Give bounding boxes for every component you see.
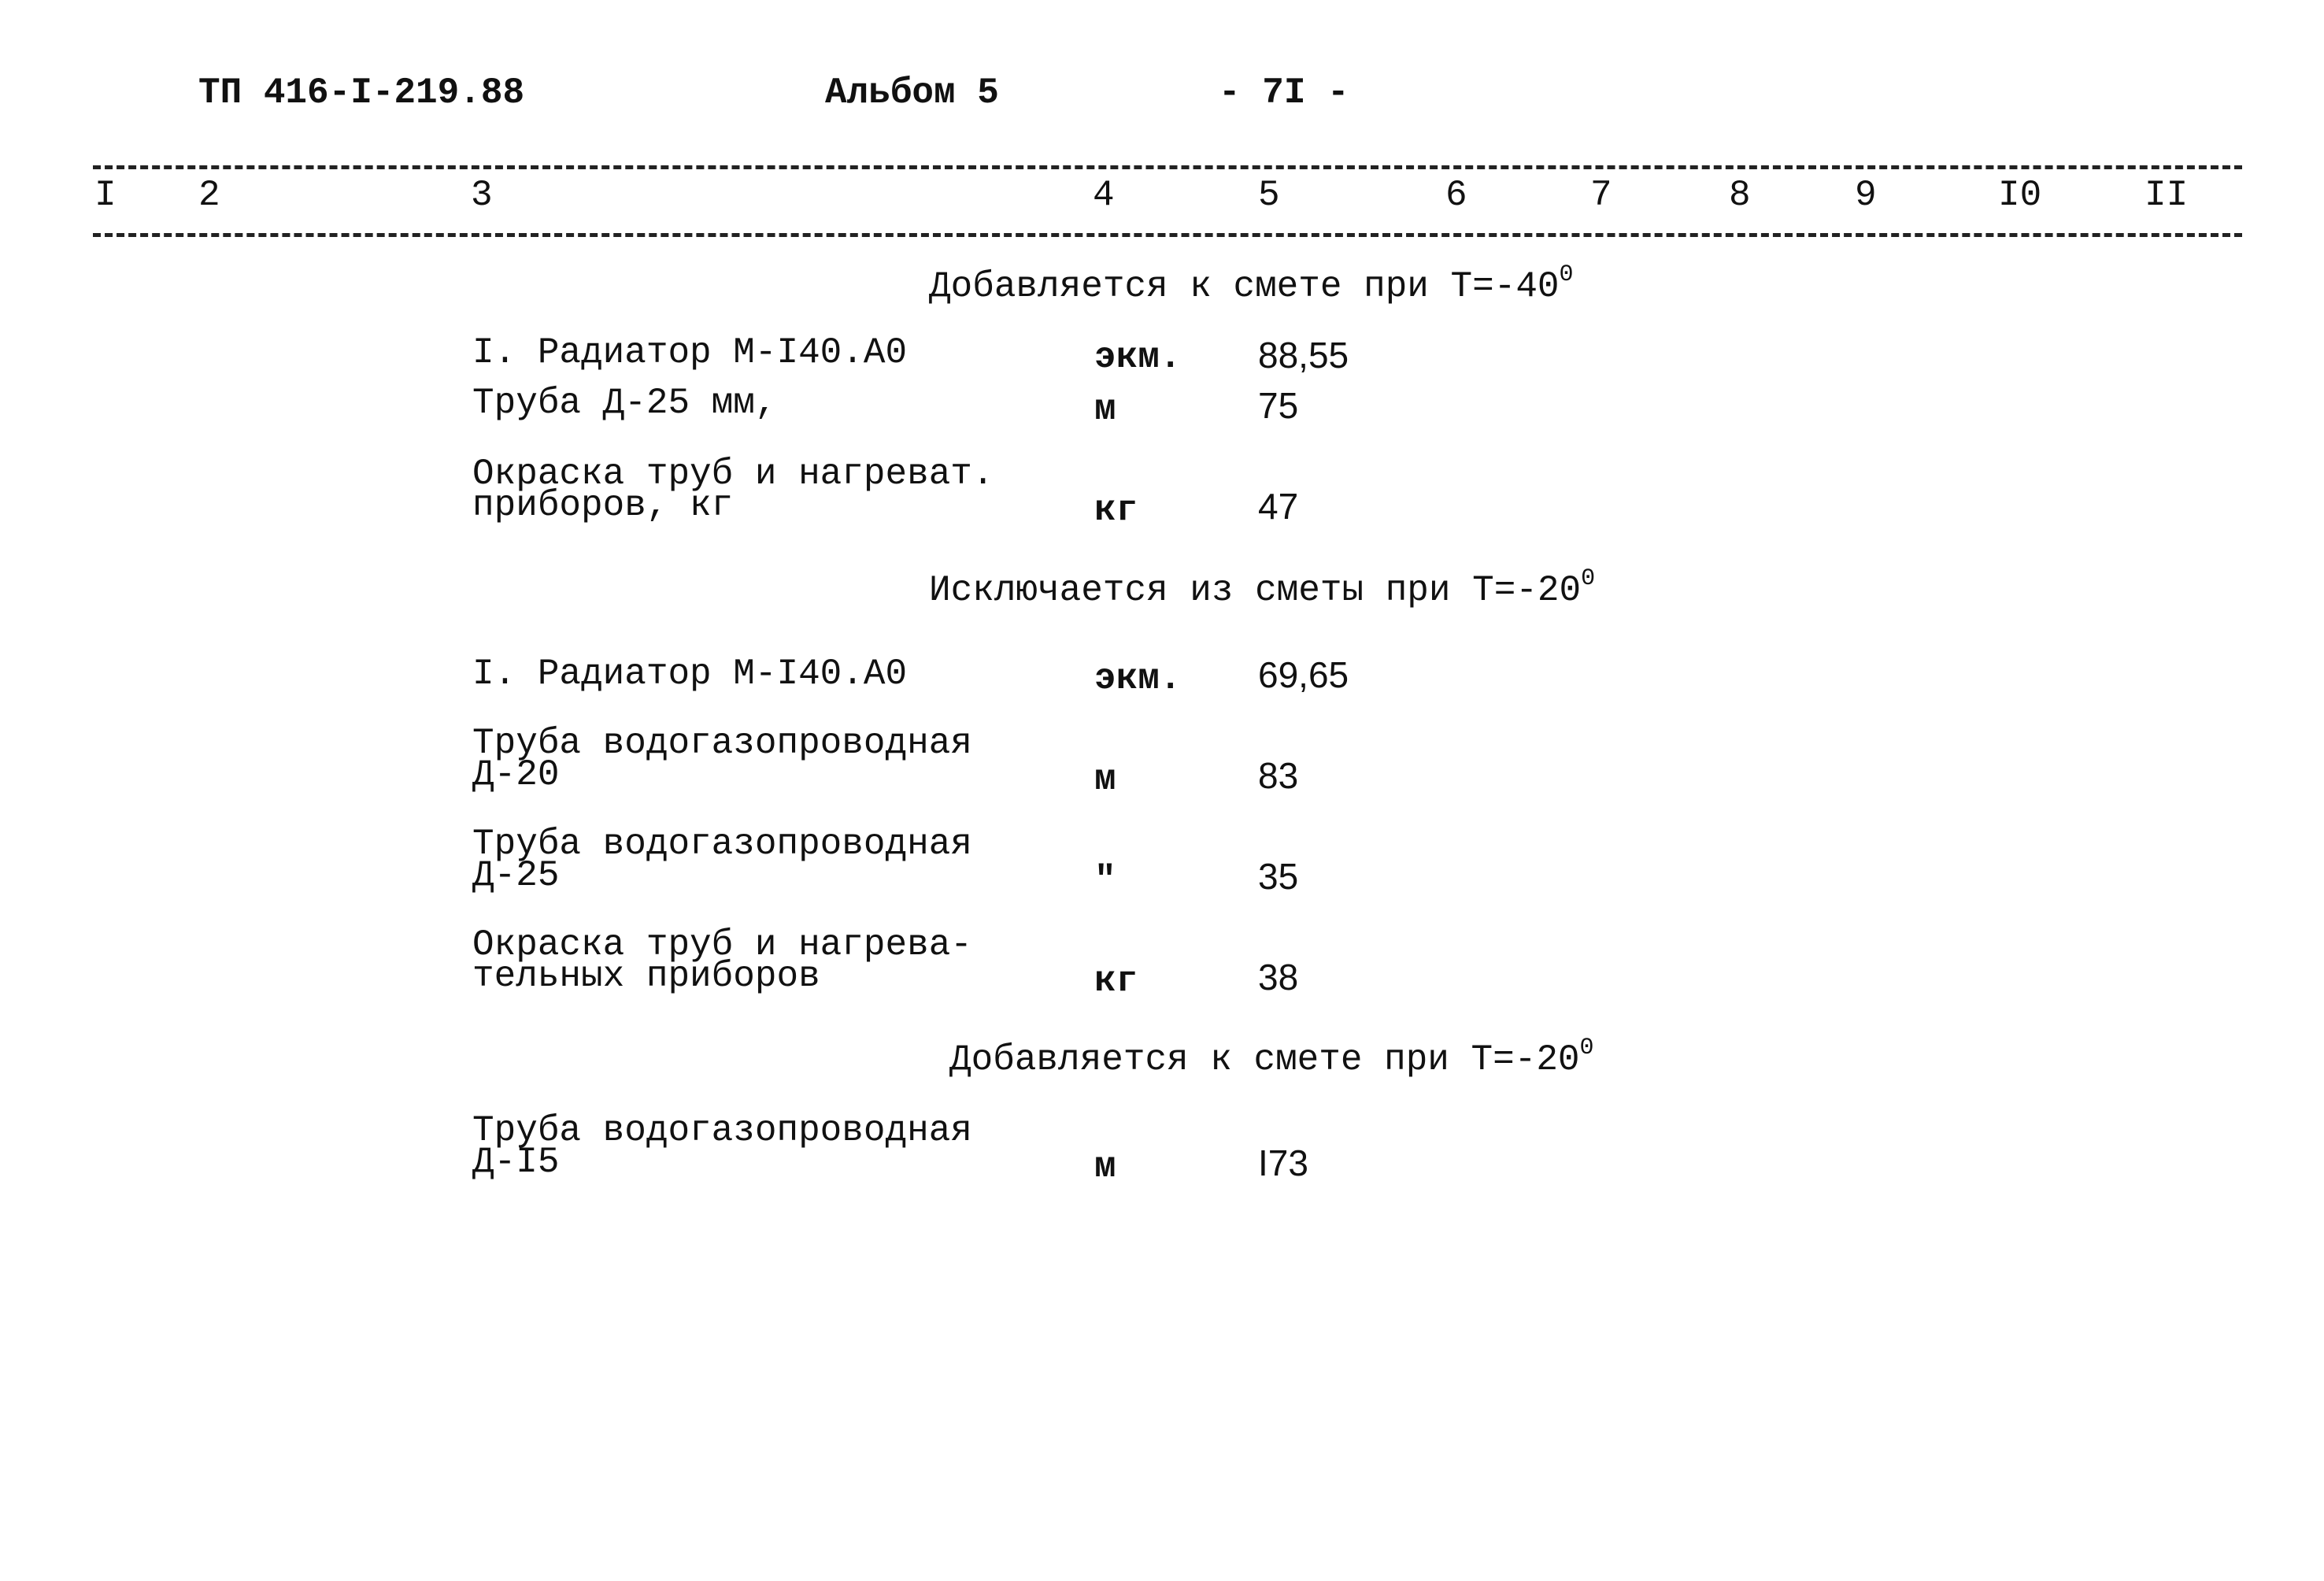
item-name: Труба водогазопроводная Д-I5 — [472, 1110, 972, 1183]
column-number-3: 3 — [471, 175, 493, 216]
item-unit: кг — [1094, 490, 1138, 531]
column-number-8: 8 — [1729, 175, 1751, 216]
item-name: Труба Д-25 мм, — [472, 383, 777, 424]
column-header-top-rule — [93, 165, 2242, 169]
section-heading — [949, 1035, 1594, 1080]
column-number-4: 4 — [1093, 175, 1115, 216]
degree-superscript: 0 — [1579, 1035, 1594, 1061]
item-unit: м — [1094, 759, 1116, 800]
section-title: Добавляется к смете при Т=-40 — [929, 266, 1560, 307]
page-number: - 7I - — [1219, 72, 1349, 113]
section-heading — [929, 261, 1574, 307]
degree-superscript: 0 — [1581, 565, 1596, 592]
column-number-9: 9 — [1855, 175, 1877, 216]
item-quantity: 75 — [1258, 385, 1299, 426]
item-quantity: 88,55 — [1258, 335, 1349, 376]
column-number-5: 5 — [1258, 175, 1280, 216]
item-unit: кг — [1094, 961, 1138, 1002]
item-unit: м — [1094, 1146, 1116, 1187]
degree-superscript: 0 — [1559, 261, 1574, 288]
section-title: Добавляется к смете при Т=-20 — [949, 1039, 1580, 1080]
column-number-11: II — [2145, 175, 2189, 216]
item-quantity: 69,65 — [1258, 654, 1349, 695]
item-unit: м — [1094, 389, 1116, 430]
item-name: Труба водогазопроводная Д-25 — [472, 824, 972, 896]
column-number-10: I0 — [1998, 175, 2042, 216]
item-name: I. Радиатор М-I40.А0 — [472, 332, 908, 373]
item-quantity: 47 — [1258, 486, 1299, 527]
item-name: I. Радиатор М-I40.А0 — [472, 654, 908, 694]
column-number-2: 2 — [198, 175, 220, 216]
item-unit: " — [1094, 860, 1116, 901]
section-title: Исключается из сметы при Т=-20 — [929, 570, 1582, 611]
item-name: Окраска труб и нагреват. приборов, кг — [472, 454, 994, 526]
album-label: Альбом 5 — [825, 72, 999, 113]
document-code: ТП 416-I-219.88 — [198, 72, 525, 113]
item-quantity: I73 — [1258, 1142, 1308, 1183]
section-heading — [929, 565, 1596, 611]
column-header-bottom-rule — [93, 233, 2242, 237]
item-quantity: 38 — [1258, 957, 1299, 998]
column-number-6: 6 — [1445, 175, 1467, 216]
item-unit: экм. — [1094, 658, 1182, 699]
column-number-1: I — [94, 175, 117, 216]
item-name: Окраска труб и нагрева- тельных приборов — [472, 924, 972, 997]
column-number-7: 7 — [1590, 175, 1612, 216]
item-unit: экм. — [1094, 337, 1182, 378]
item-quantity: 35 — [1258, 856, 1299, 897]
item-quantity: 83 — [1258, 755, 1299, 796]
item-name: Труба водогазопроводная Д-20 — [472, 723, 972, 795]
